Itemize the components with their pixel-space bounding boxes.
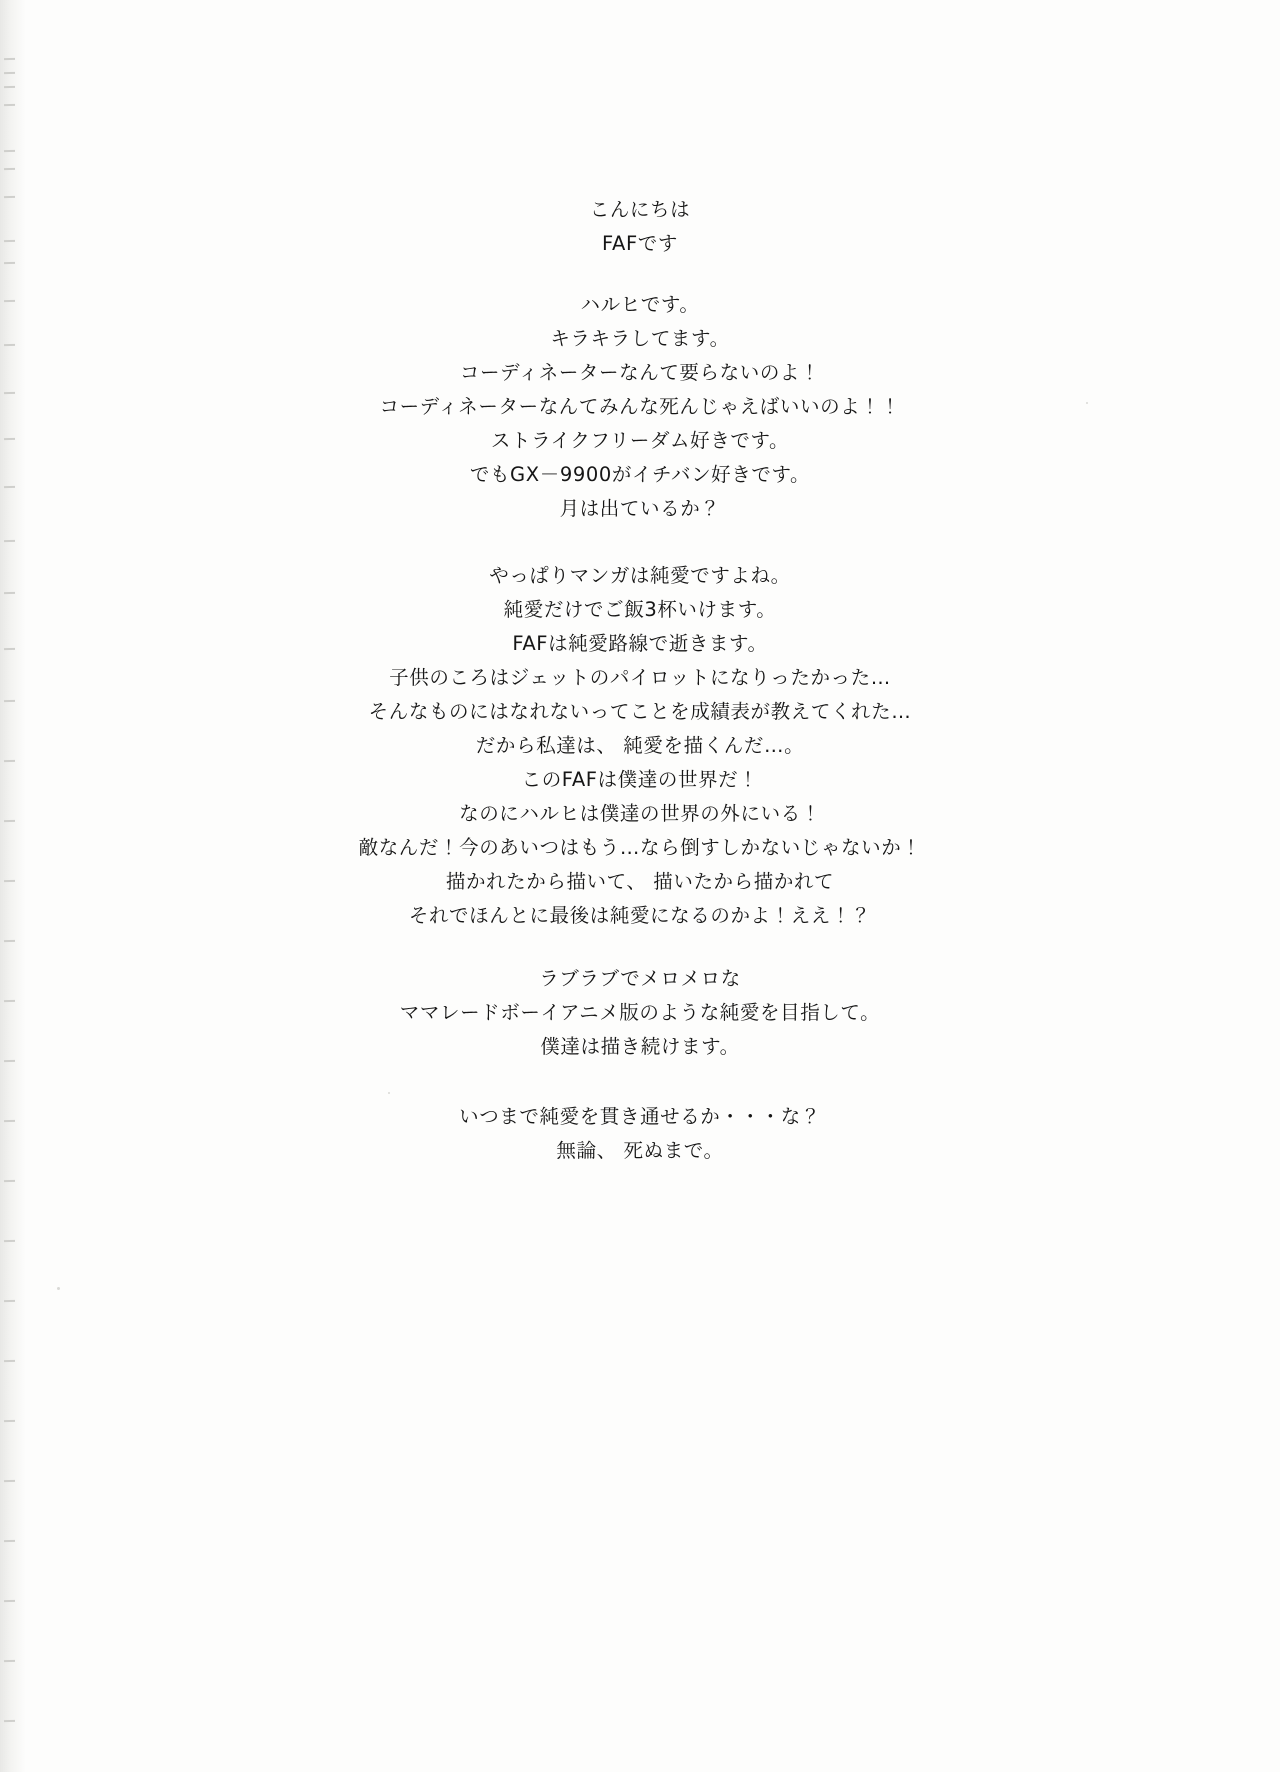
- paragraph-junai: [0, 559, 1280, 933]
- text-line: 純愛だけでご飯3杯いけます。: [503, 598, 777, 621]
- text-line: 僕達は描き続けます。: [540, 1035, 740, 1058]
- text-line: このFAFは僕達の世界だ！: [521, 768, 759, 791]
- text-line: いつまで純愛を貫き通せるか・・・な？: [459, 1105, 821, 1128]
- text-line: FAFは純愛路線で逝きます。: [512, 632, 768, 655]
- text-line: だから私達は、 純愛を描くんだ…。: [475, 734, 805, 757]
- text-line: ラブラブでメロメロな: [539, 967, 741, 990]
- text-line: キラキラしてます。: [550, 327, 730, 350]
- text-line: 描かれたから描いて、 描いたから描かれて: [445, 870, 835, 893]
- text-line: 月は出ているか？: [559, 497, 721, 520]
- text-line: コーディネーターなんてみんな死んじゃえばいいのよ！！: [379, 395, 901, 418]
- text-line: 子供のころはジェットのパイロットになりったかった…: [389, 666, 891, 689]
- paragraph-marmalade: [0, 962, 1280, 1064]
- text-line: FAFです: [602, 232, 678, 255]
- paragraph-closing: [0, 1100, 1280, 1168]
- paragraph-greeting: [0, 193, 1280, 261]
- text-line: ハルヒです。: [580, 293, 700, 316]
- text-line: こんにちは: [589, 198, 691, 221]
- text-line: 敵なんだ！今のあいつはもう…なら倒すしかないじゃないか！: [358, 836, 922, 859]
- text-line: それでほんとに最後は純愛になるのかよ！ええ！？: [408, 904, 872, 927]
- text-line: そんなものにはなれないってことを成績表が教えてくれた…: [368, 700, 912, 723]
- text-line: ストライクフリーダム好きです。: [490, 429, 790, 452]
- text-line: 無論、 死ぬまで。: [556, 1139, 724, 1162]
- text-line: やっぱりマンガは純愛ですよね。: [489, 564, 791, 587]
- text-line: コーディネーターなんて要らないのよ！: [459, 361, 821, 384]
- text-line: でもGX－9900がイチバン好きです。: [469, 463, 811, 486]
- text-line: なのにハルヒは僕達の世界の外にいる！: [459, 802, 821, 825]
- text-line: ママレードボーイアニメ版のような純愛を目指して。: [399, 1001, 881, 1024]
- paragraph-haruhi: [0, 288, 1280, 526]
